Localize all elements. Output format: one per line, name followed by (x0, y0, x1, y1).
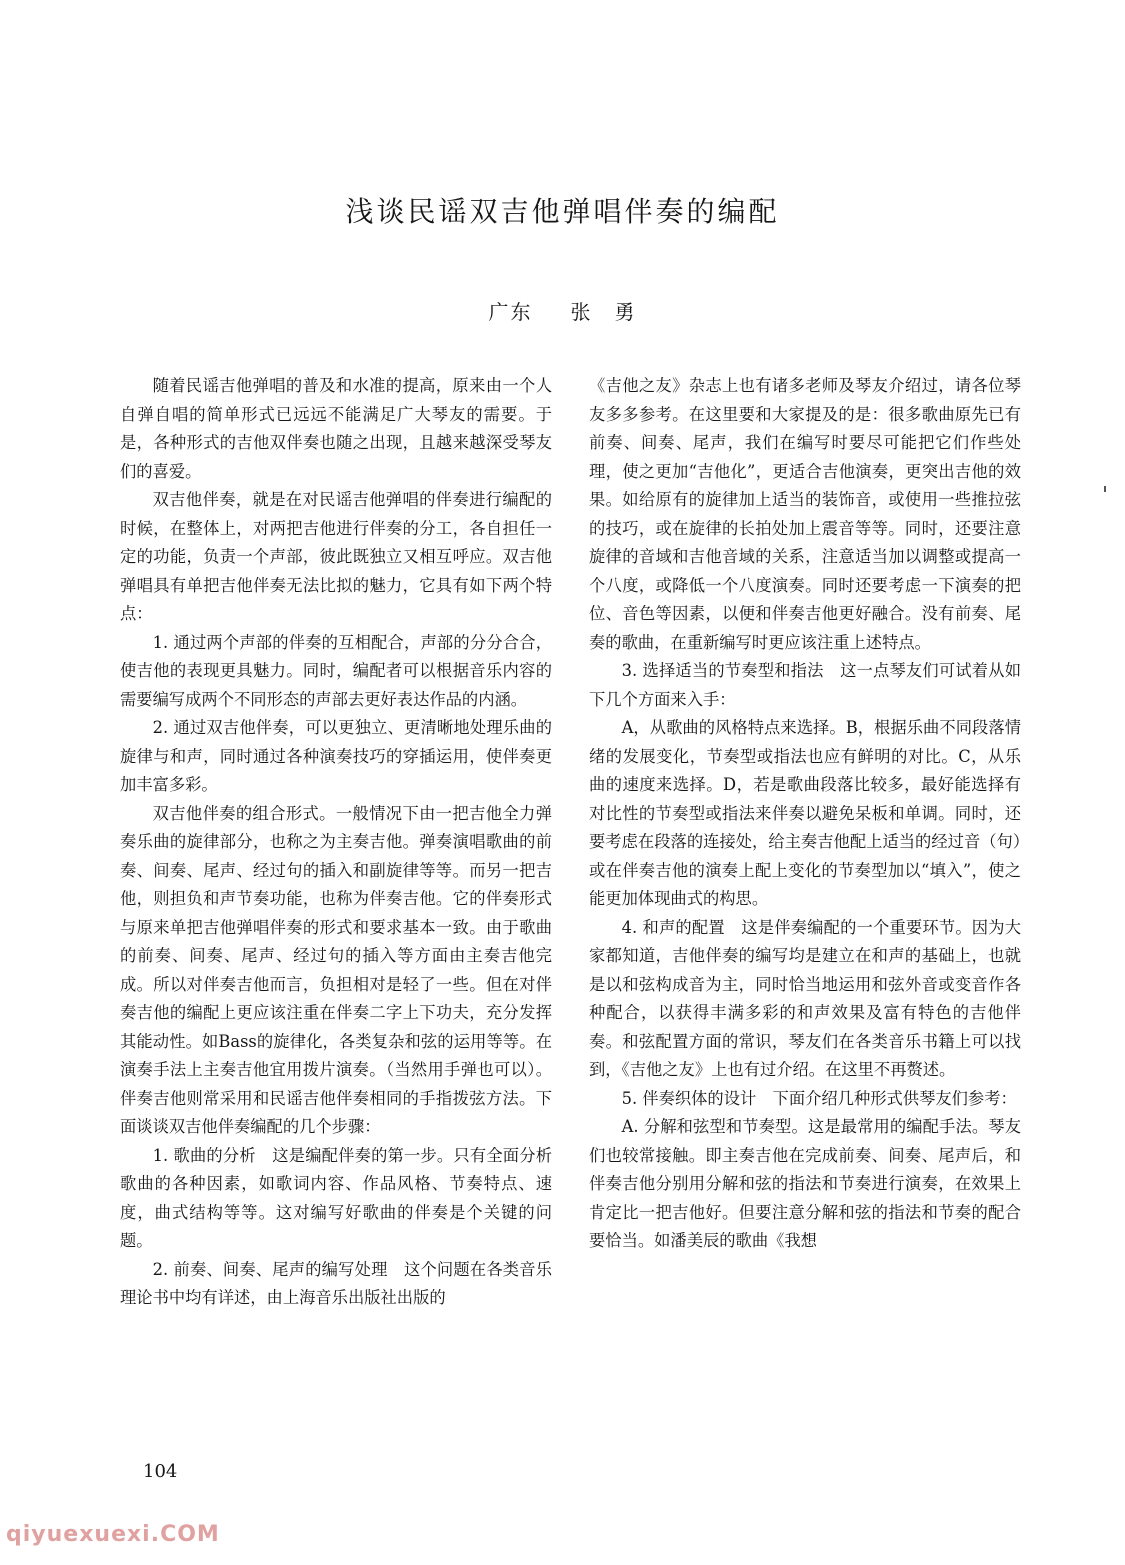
paragraph: A. 分解和弦型和节奏型。这是最常用的编配手法。琴友们也较常接触。即主奏吉他在完成前奏、间奏、尾声后，和伴奏吉他分别用分解和弦的指法和节奏进行演奏，在效果上肯定比一把吉他好。但要注意分解和弦的指法和节奏的配合要恰当。如潘美辰的歌曲《我想 (589, 1117, 1021, 1250)
page-number: 104 (143, 1461, 178, 1482)
paragraph: 5. 伴奏织体的设计 下面介绍几种形式供琴友们参考： (621, 1088, 1017, 1108)
paragraph: 随着民谣吉他弹唱的普及和水准的提高，原来由一个人自弹自唱的简单形式已远远不能满足广大琴友的需要。于是，各种形式的吉他双伴奏也随之出现，且越来越深受琴友们的喜爱。 (120, 376, 552, 481)
right-column (589, 372, 1021, 1256)
article-title: 浅谈民谣双吉他弹唱伴奏的编配 (345, 195, 780, 228)
paragraph: 3. 选择适当的节奏型和指法 这一点琴友们可试着从如下几个方面来入手： (589, 661, 1021, 709)
author-line (0, 296, 1125, 325)
paragraph: 双吉他伴奏的组合形式。一般情况下由一把吉他全力弹奏乐曲的旋律部分，也称之为主奏吉他。弹奏演唱歌曲的前奏、间奏、尾声、经过句的插入和副旋律等等。而另一把吉他，则担负和声节奏功能，也称为伴奏吉他。它的伴奏形式与原来单把吉他弹唱伴奏的形式和要求基本一致。由于歌曲的前奏、间奏、尾声、经过句的插入等方面由主奏吉他完成。所以对伴奏吉他而言，负担相对是轻了一些。但在对伴奏吉他的编配上更应该注重在伴奏二字上下功夫，充分发挥其能动性。如Bass的旋律化，各类复杂和弦的运用等等。在演奏手法上主奏吉他宜用拨片演奏。（当然用手弹也可以）。伴奏吉他则常采用和民谣吉他伴奏相同的手指拨弦方法。下面谈谈双吉他伴奏编配的几个步骤： (120, 803, 552, 1136)
site-watermark: qiyuexuexi.COM (6, 1522, 220, 1547)
paragraph: 2. 通过双吉他伴奏，可以更独立、更清晰地处理乐曲的旋律与和声，同时通过各种演奏技巧的穿插运用，使伴奏更加丰富多彩。 (120, 718, 552, 794)
paragraph: 4. 和声的配置 这是伴奏编配的一个重要环节。因为大家都知道，吉他伴奏的编写均是建立在和声的基础上，也就是以和弦构成音为主，同时恰当地运用和弦外音或变音作各种配合，以获得丰满多彩的和声效果及富有特色的吉他伴奏。和弦配置方面的常识，琴友们在各类音乐书籍上可以找到，《吉他之友》上也有过介绍。在这里不再赘述。 (589, 917, 1021, 1079)
paragraph: A，从歌曲的风格特点来选择。B，根据乐曲不同段落情绪的发展变化，节奏型或指法也应有鲜明的对比。C，从乐曲的速度来选择。D，若是歌曲段落比较多，最好能选择有对比性的节奏型或指法来伴奏以避免呆板和单调。同时，还要考虑在段落的连接处，给主奏吉他配上适当的经过音（句）或在伴奏吉他的演奏上配上变化的节奏型加以“填入”，使之能更加体现曲式的构思。 (589, 718, 1021, 908)
paragraph: 双吉他伴奏，就是在对民谣吉他弹唱的伴奏进行编配的时候，在整体上，对两把吉他进行伴奏的分工，各自担任一定的功能，负责一个声部，彼此既独立又相互呼应。双吉他弹唱具有单把吉他伴奏无法比拟的魅力，它具有如下两个特点： (120, 490, 552, 623)
paragraph: 1. 通过两个声部的伴奏的互相配合，声部的分分合合，使吉他的表现更具魅力。同时，编配者可以根据音乐内容的需要编写成两个不同形态的声部去更好表达作品的内涵。 (120, 632, 552, 709)
left-column (120, 372, 552, 1313)
paragraph-continued: 《吉他之友》杂志上也有诸多老师及琴友介绍过，请各位琴友多多参考。在这里要和大家提及的是：很多歌曲原先已有前奏、间奏、尾声，我们在编写时要尽可能把它们作些处理，使之更加“吉他化”，更适合吉他演奏，更突出吉他的效果。如给原有的旋律加上适当的装饰音，或使用一些推拉弦的技巧，或在旋律的长拍处加上震音等等。同时，还要注意旋律的音域和吉他音域的关系，注意适当加以调整或提高一个八度，或降低一个八度演奏。同时还要考虑一下演奏的把位、音色等因素，以便和伴奏吉他更好融合。没有前奏、尾奏的歌曲，在重新编写时更应该注重上述特点。 (589, 376, 1021, 652)
paragraph: 1. 歌曲的分析 这是编配伴奏的第一步。只有全面分析歌曲的各种因素，如歌词内容、作品风格、节奏特点、速度，曲式结构等等。这对编写好歌曲的伴奏是个关键的问题。 (120, 1145, 552, 1250)
author-region: 广东 (488, 300, 533, 324)
paragraph: 2. 前奏、间奏、尾声的编写处理 这个问题在各类音乐理论书中均有详述，由上海音乐出版社出版的 (120, 1259, 552, 1307)
margin-mark (1104, 486, 1106, 492)
author-name: 张 勇 (570, 300, 637, 324)
